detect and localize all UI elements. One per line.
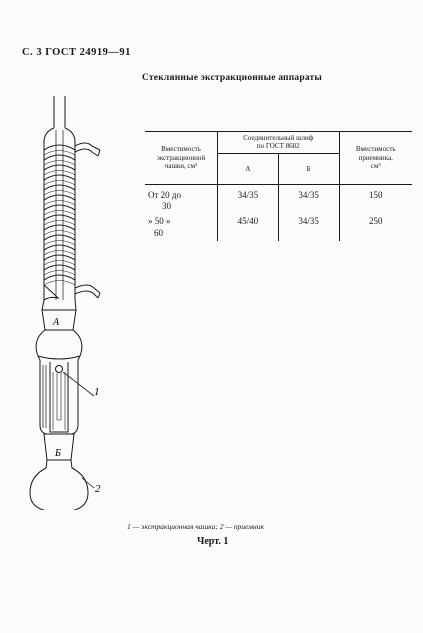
top-tube	[54, 96, 65, 128]
callout-line-2	[82, 478, 94, 488]
cell-receiver: 150	[339, 184, 412, 214]
section-title: Стеклянные экстракционные аппараты	[142, 73, 323, 83]
cell-capacity: » 50 » 60	[148, 216, 171, 238]
col-header-a: А	[218, 153, 279, 184]
receiver-flask	[30, 460, 88, 510]
cell-capacity: От 20 до 30	[148, 189, 182, 212]
condenser-coil	[44, 145, 75, 285]
extraction-apparatus-drawing	[0, 90, 140, 510]
col-header-receiver-capacity: Вместимость приемника, см³	[339, 132, 412, 185]
callout-1-label: 1	[94, 386, 100, 398]
col-header-b: Б	[278, 153, 339, 184]
figure-label: Черт. 1	[197, 536, 229, 547]
col-header-cup-capacity: Вместимость экстракционной чашки, см³	[145, 132, 218, 185]
specification-table	[145, 131, 412, 241]
table-row	[145, 214, 412, 241]
cell-receiver: 250	[339, 214, 412, 241]
table-row	[145, 184, 412, 214]
figure-legend: 1 — экстракционная чашка; 2 — приемник	[127, 522, 265, 531]
cell-joint-b: 34/35	[278, 214, 339, 241]
lower-side-arm	[75, 285, 100, 298]
cell-joint-b: 34/35	[278, 184, 339, 214]
col-header-joint-group: Соединительный шлиф по ГОСТ 8682	[218, 132, 340, 154]
joint-b-label: Б	[55, 448, 61, 459]
siphon-tube	[43, 365, 46, 428]
page-header: С. 3 ГОСТ 24919—91	[22, 47, 131, 58]
joint-a-label: А	[53, 317, 60, 328]
cell-joint-a: 45/40	[218, 214, 279, 241]
cell-joint-a: 34/35	[218, 184, 279, 214]
condenser-jacket	[44, 128, 75, 300]
callout-2-label: 2	[95, 483, 101, 495]
upper-side-arm	[75, 143, 100, 156]
